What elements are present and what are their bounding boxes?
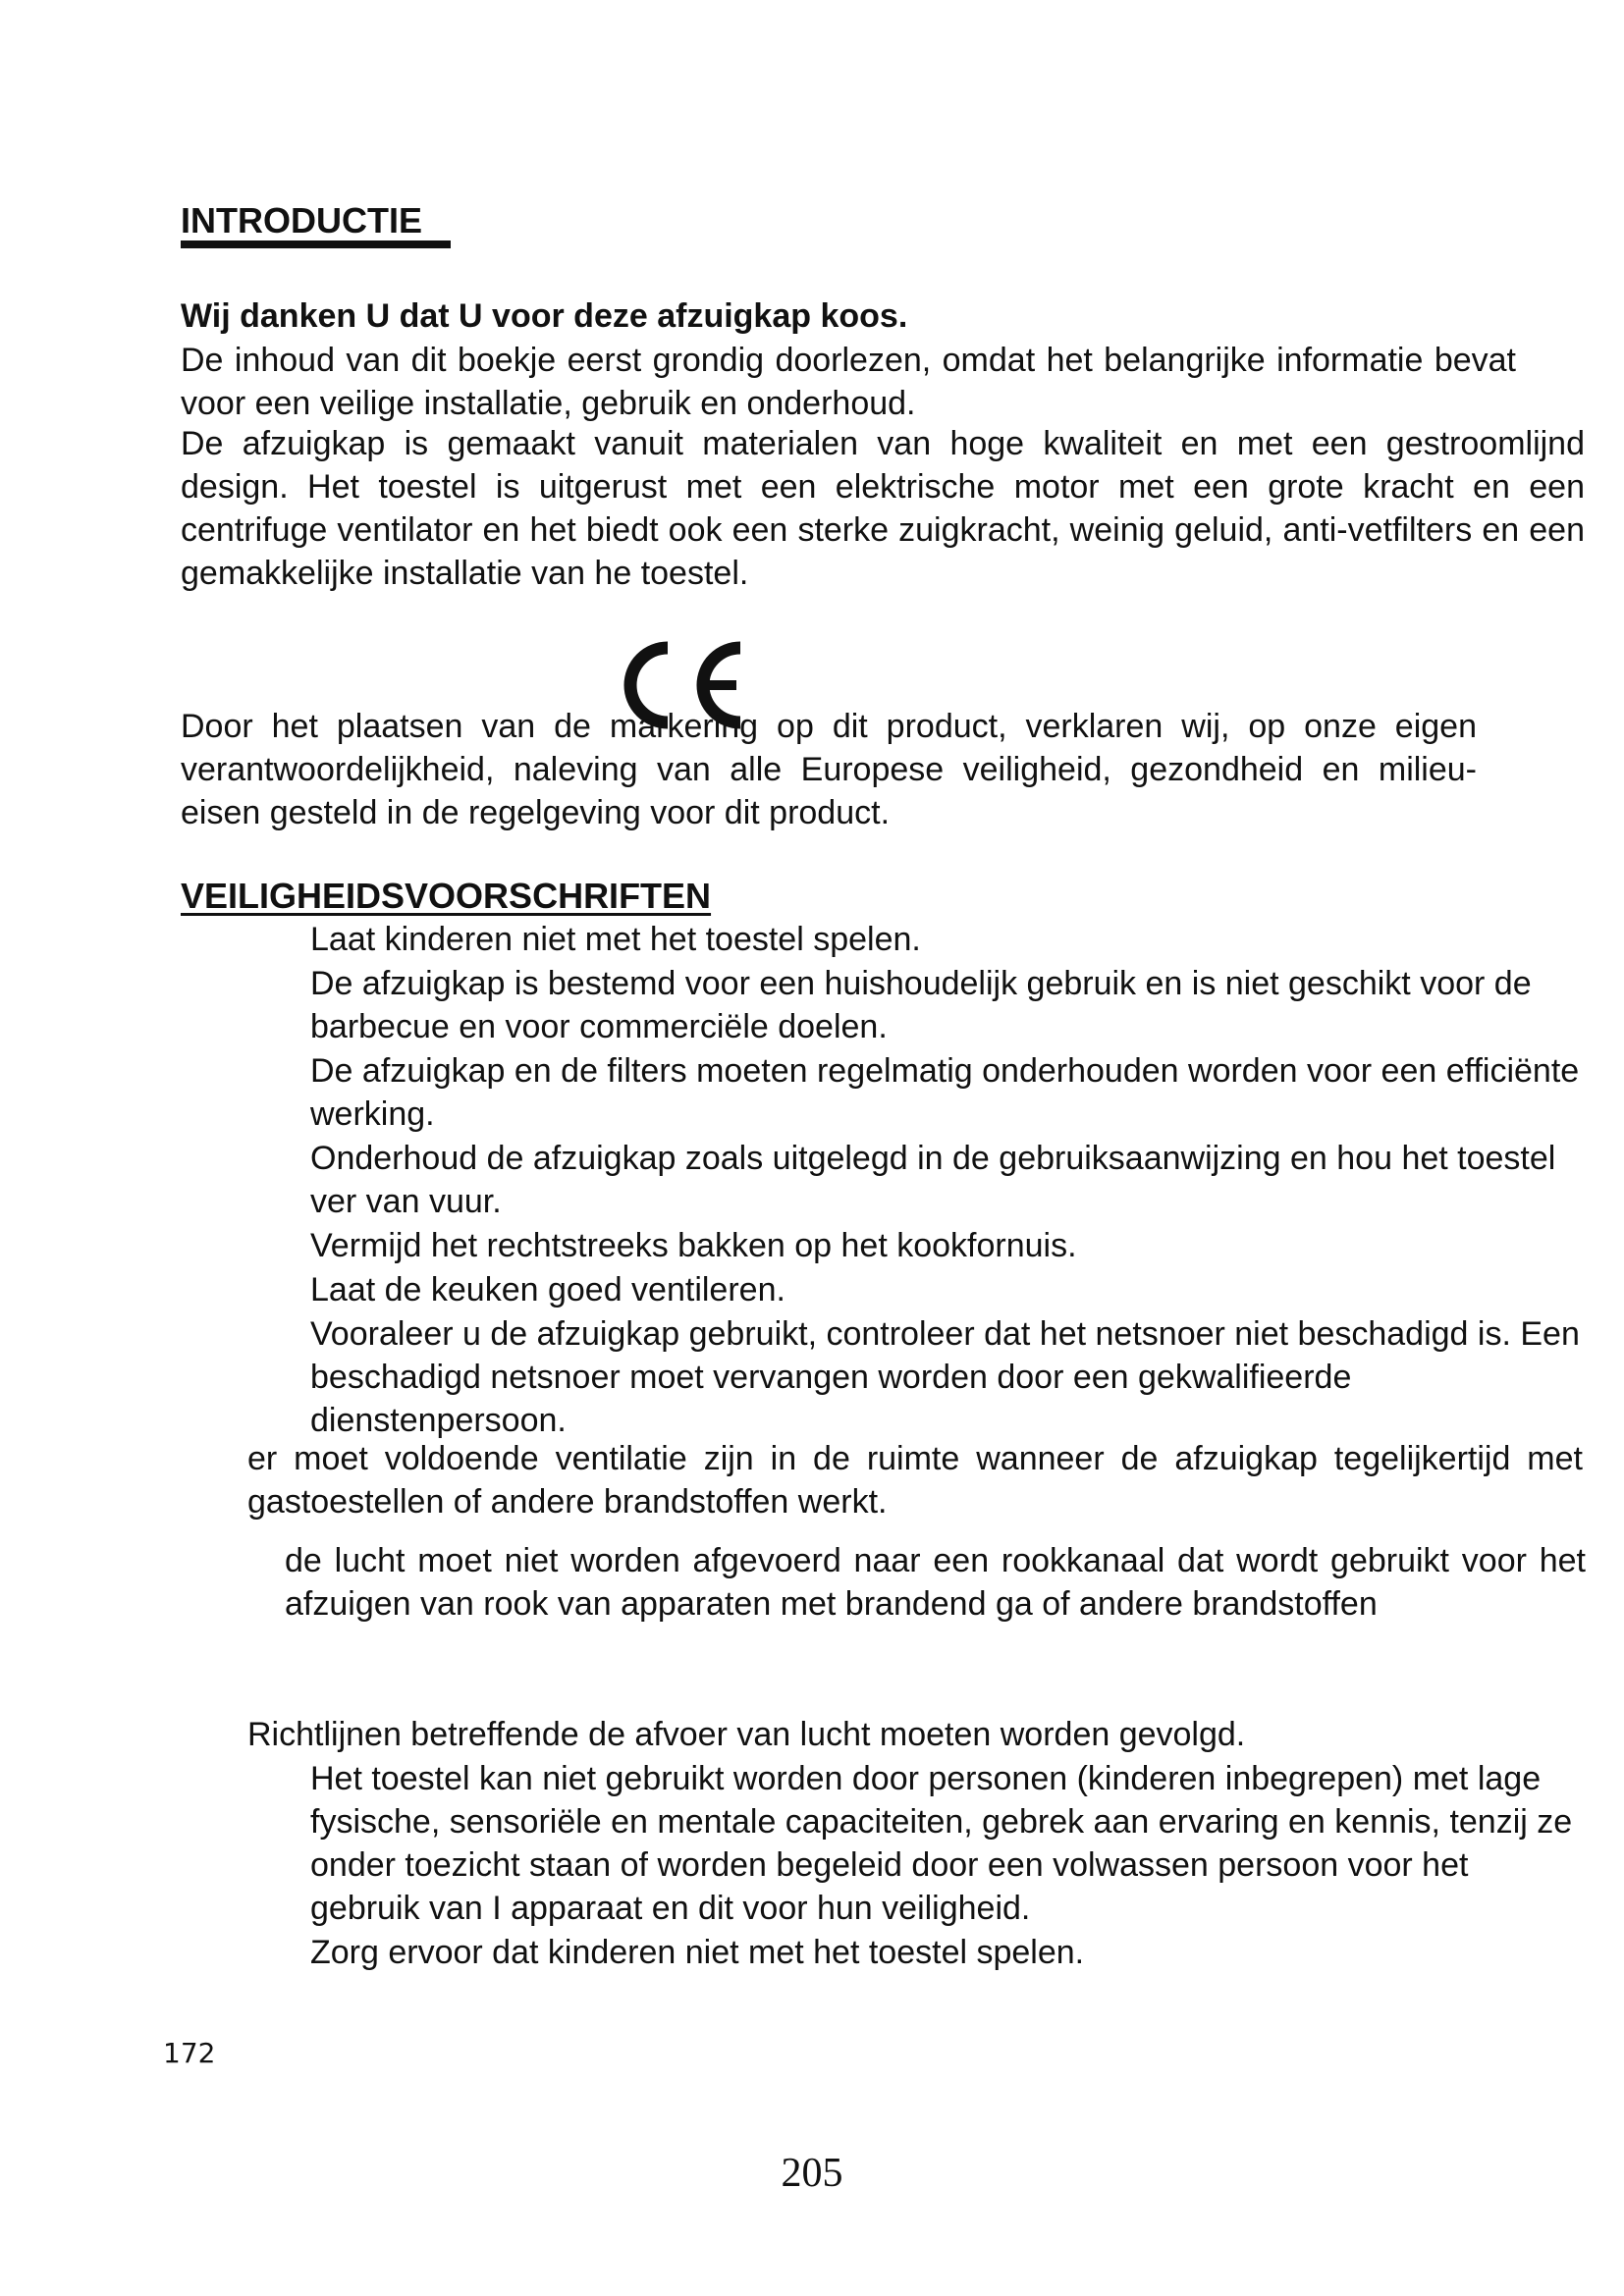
safety-item: Het toestel kan niet gebruikt worden door personen (kinderen inbegrepen) met lage fysische, sensoriële en mentale capaciteiten, gebrek aan ervaring en kennis, tenzij ze onder toezicht staan of worden begeleid door een volwassen persoon voor het gebruik van I apparaat en dit voor hun veiligheid. (310, 1760, 1573, 1927)
ce-marking-paragraph: Door het plaatsen van de markering op dit product, verklaren wij, op onze eigen verantwoordelijkheid, naleving van alle Europese veiligheid, gezondheid en milieu-eisen gesteld in de regelgeving voor dit product. (181, 708, 1477, 831)
safety-heading (181, 877, 711, 916)
exhaust-paragraph: de lucht moet niet worden afgevoerd naar een rookkanaal dat wordt gebruikt voor het afzuigen van rook van apparaten met brandend ga of andere brandstoffen (285, 1542, 1586, 1623)
safety-item: Onderhoud de afzuigkap zoals uitgelegd in de gebruiksaanwijzing en hou het toestel ver van vuur. (310, 1140, 1556, 1220)
page-number-small: 172 (163, 2037, 216, 2069)
safety-item: De afzuigkap en de filters moeten regelmatig onderhouden worden voor een efficiënte werking. (310, 1052, 1580, 1133)
intro-thanks-line: Wij danken U dat U voor deze afzuigkap koos. (181, 297, 908, 335)
intro-heading (181, 201, 422, 240)
intro-heading-text: INTRODUCTIE (181, 200, 422, 240)
ventilation-paragraph: er moet voldoende ventilatie zijn in de ruimte wanneer de afzuigkap tegelijkertijd met gastoestellen of andere brandstoffen werkt. (247, 1440, 1583, 1521)
safety-item: Zorg ervoor dat kinderen niet met het toestel spelen. (310, 1934, 1085, 1971)
safety-item: Laat de keuken goed ventileren. (310, 1271, 785, 1308)
intro-paragraph-1: De inhoud van dit boekje eerst grondig doorlezen, omdat het belangrijke informatie bevat voor een veilige installatie, gebruik en onderhoud. (181, 342, 1516, 422)
safety-list-2 (310, 1757, 1587, 1975)
guidelines-paragraph: Richtlijnen betreffende de afvoer van lucht moeten worden gevolgd. (247, 1716, 1246, 1753)
page-number: 205 (781, 2151, 843, 2196)
intro-paragraph-2: De afzuigkap is gemaakt vanuit materialen van hoge kwaliteit en met een gestroomlijnd design. Het toestel is uitgerust met een elektrische motor met een grote kracht en een centrifuge ventilator en het biedt ook een sterke zuigkracht, weinig geluid, anti-vetfilters en een gemakkelijke installatie van he toestel. (181, 425, 1585, 592)
heading-underline (181, 240, 451, 248)
safety-item: Laat kinderen niet met het toestel spelen. (310, 921, 921, 958)
safety-item: Vooraleer u de afzuigkap gebruikt, controleer dat het netsnoer niet beschadigd is. Een beschadigd netsnoer moet vervangen worden door een gekwalifieerde dienstenpersoon. (310, 1315, 1580, 1439)
safety-item: De afzuigkap is bestemd voor een huishoudelijk gebruik en is niet geschikt voor de barbecue en voor commerciële doelen. (310, 965, 1532, 1045)
safety-item: Vermijd het rechtstreeks bakken op het kookfornuis. (310, 1227, 1077, 1264)
safety-heading-text: VEILIGHEIDSVOORSCHRIFTEN (181, 876, 712, 916)
safety-list (310, 918, 1587, 1443)
